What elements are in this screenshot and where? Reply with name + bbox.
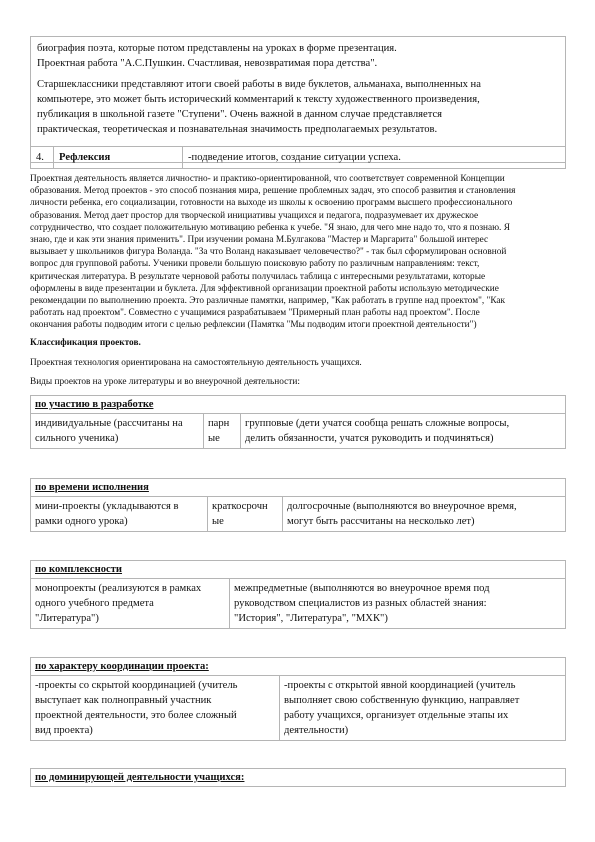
text-line: вызывает у школьников фигура Воланда. "За что Воланд наказывает человечество?" - так был сформулирован основной (30, 247, 507, 258)
reflection-row (30, 146, 566, 169)
cell-line: работу учащихся, организует отдельные этапы их (284, 710, 509, 721)
text-line: знаю, где и как эти знания применить". При изучении романа М.Булгакова "Мастер и Маргарита" большой интерес (30, 235, 489, 246)
cell-line: проектной деятельности, это более сложный (35, 710, 237, 721)
text-line: биография поэта, которые потом представлены на уроках в форме презентация. (37, 43, 397, 54)
table-cell (31, 414, 204, 449)
table-cell (204, 414, 241, 449)
text-line: образования. Метод дает простор для творческой инициативы учащихся и педагога, подразумевает их дружеское (30, 210, 479, 221)
reflection-number: 4. (31, 147, 54, 169)
text-line: рекомендации по выполнению проекта. Это различные памятки, например, "Как работать в группе над проектом", "Как (30, 296, 506, 307)
text-line: работать над проектом". Совместно с учащимися разрабатываем "Примерный план работы над проектом". После (30, 308, 480, 319)
cell-line: деятельности) (284, 725, 349, 736)
table-participation (30, 395, 566, 449)
cell-line: ые (208, 433, 220, 444)
table-cell (283, 497, 566, 532)
text-line: критическая литература. В результате черновой работы получилась таблица с интересными результатами, которые (30, 271, 486, 282)
cell-line: групповые (дети учатся сообща решать сложные вопросы, (245, 418, 510, 429)
text-line: личности ребенка, его социализации, готовности на выходе из школы к освоению программ высшего профессионального (30, 198, 513, 209)
reflection-title: Рефлексия (54, 147, 183, 169)
cell-line: "История", "Литература", "МХК") (234, 613, 388, 624)
text-line: Проектная работа "А.С.Пушкин. Счастливая, невозвратимая пора детства". (37, 58, 378, 69)
table-header: по доминирующей деятельности учащихся: (35, 772, 245, 783)
top-box (30, 36, 566, 163)
table-dominant (30, 768, 566, 787)
cell-line: рамки одного урока) (35, 516, 128, 527)
cell-line: -проекты с открытой явной координацией (учитель (284, 680, 516, 691)
cell-line: краткосрочн (212, 501, 268, 512)
cell-line: сильного ученика) (35, 433, 119, 444)
text-line: вопрос для групповой работы. Ученики провели большую поисковую работу по различным направлениям: текст, (30, 259, 480, 270)
table-cell (208, 497, 283, 532)
cell-line: могут быть рассчитаны на несколько лет) (287, 516, 475, 527)
cell-line: -проекты со скрытой координацией (учитель (35, 680, 238, 691)
table-header: по характеру координации проекта: (35, 661, 209, 672)
table-header: по времени исполнения (35, 482, 149, 493)
table-header: по комплексности (35, 564, 123, 575)
table-cell (31, 497, 208, 532)
text-line: практическая, теоретическая и познавательная значимость предполагаемых результатов. (37, 124, 438, 135)
types-intro: Виды проектов на уроке литературы и во внеурочной деятельности: (30, 377, 300, 387)
cell-line: мини-проекты (укладываются в (35, 501, 179, 512)
body-paragraph (30, 173, 570, 332)
cell-line: ые (212, 516, 224, 527)
cell-line: межпредметные (выполняются во внеурочное время под (234, 583, 490, 594)
cell-line: "Литература") (35, 613, 99, 624)
text-line: сотрудничество, что создает положительную мотивацию ребенка к учебе. "Я знаю, для чего мне надо то, что я познаю. Я (30, 222, 510, 233)
cell-line: монопроекты (реализуются в рамках (35, 583, 202, 594)
cell-line: вид проекта) (35, 725, 93, 736)
classification-heading: Классификация проектов. (30, 338, 141, 348)
table-cell (280, 676, 566, 741)
table-coordination (30, 657, 566, 741)
top-box-lines-a (37, 41, 559, 71)
cell-line: выступает как полноправный участник (35, 695, 212, 706)
classification-text: Проектная технология ориентирована на самостоятельную деятельность учащихся. (30, 358, 362, 368)
text-line: Старшеклассники представляют итоги своей работы в виде буклетов, альманаха, выполненных на (37, 79, 481, 90)
cell-line: парн (208, 418, 230, 429)
cell-line: индивидуальные (рассчитаны на (35, 418, 183, 429)
table-cell (31, 676, 280, 741)
cell-line: долгосрочные (выполняются во внеурочное время, (287, 501, 517, 512)
cell-line: руководством специалистов из разных областей знания: (234, 598, 487, 609)
reflection-description: -подведение итогов, создание ситуации успеха. (183, 147, 566, 169)
table-duration (30, 478, 566, 532)
text-line: окончания работы подводим итоги с целью рефлексии (Памятка "Мы подводим итоги проектной деятельности") (30, 320, 477, 331)
top-box-lines-b (37, 77, 559, 137)
text-line: оформлены в виде презентации и буклета. Для эффективной организации проектной работы использую методические (30, 283, 499, 294)
table-cell (241, 414, 566, 449)
text-line: компьютере, это может быть исторический комментарий к тексту художественного произведения, (37, 94, 480, 105)
table-header: по участию в разработке (35, 399, 154, 410)
table-cell (230, 579, 566, 629)
cell-line: делить обязанности, учатся руководить и подчиняться) (245, 433, 494, 444)
text-line: Проектная деятельность является личностно- и практико-ориентированной, что соответствует современной Концепции (30, 174, 505, 184)
text-line: образования. Метод проектов - это способ познания мира, решение проблемных задач, это способ развития и становления (30, 186, 516, 197)
table-cell (31, 579, 230, 629)
cell-line: одного учебного предмета (35, 598, 154, 609)
cell-line: выполняет свою собственную функцию, направляет (284, 695, 520, 706)
table-complexity (30, 560, 566, 629)
text-line: публикация в школьной газете "Ступени". Очень важной в данном случае представляется (37, 109, 443, 120)
